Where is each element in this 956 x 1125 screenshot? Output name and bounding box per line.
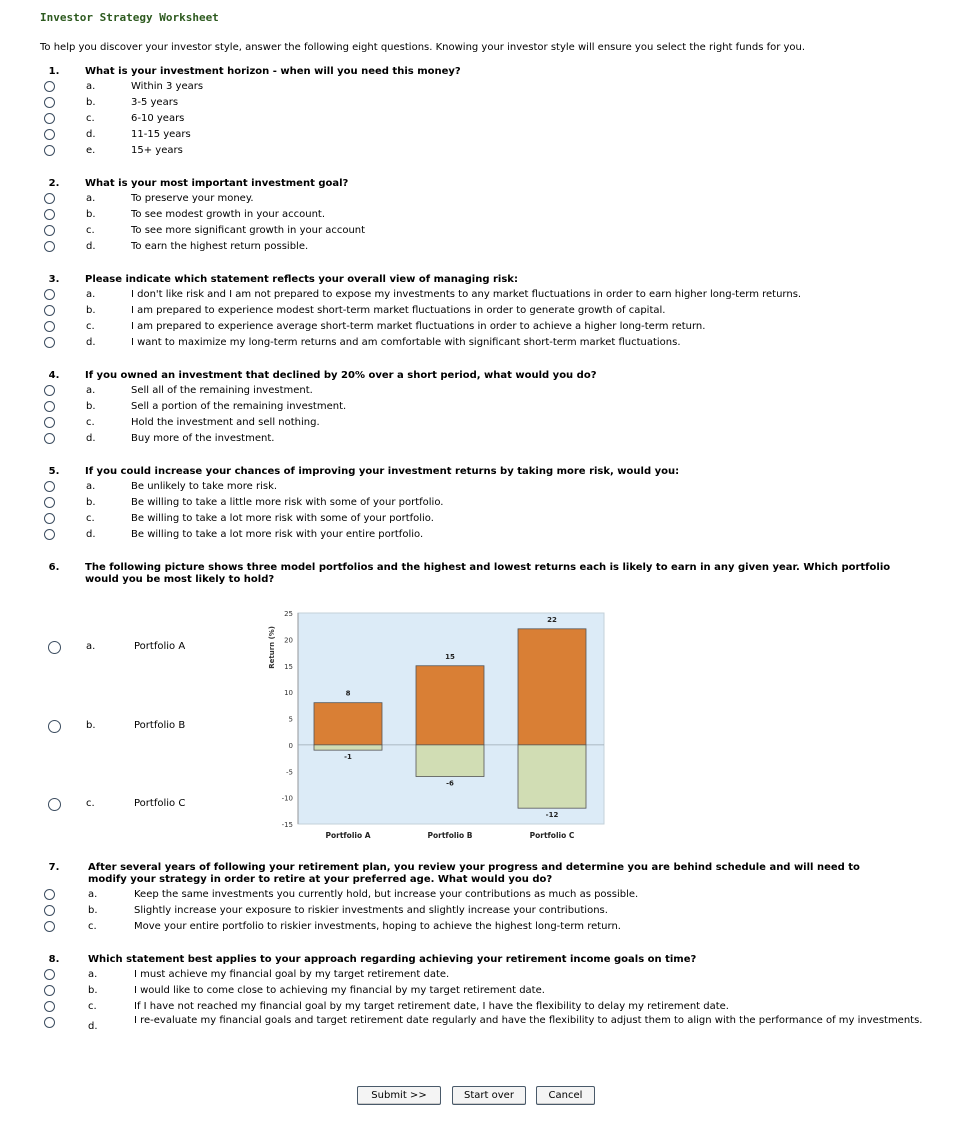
- bar-high-label: 22: [547, 615, 557, 624]
- radio-q2-option-c[interactable]: [44, 225, 55, 236]
- option-letter: b.: [86, 401, 96, 412]
- radio-q2-option-d[interactable]: [44, 241, 55, 252]
- option-text: Sell a portion of the remaining investment.: [131, 401, 347, 412]
- option-letter: d.: [86, 241, 96, 252]
- question-number: 4.: [48, 370, 60, 381]
- option-text: I must achieve my financial goal by my target retirement date.: [134, 969, 450, 980]
- question-text: If you could increase your chances of improving your investment returns by taking more risk, would you:: [85, 466, 680, 477]
- option-letter: b.: [86, 97, 96, 108]
- radio-q6-option-a[interactable]: [48, 641, 61, 654]
- radio-q5-option-d[interactable]: [44, 529, 55, 540]
- option-letter: b.: [86, 497, 96, 508]
- question-number: 3.: [48, 274, 60, 285]
- option-letter: b.: [88, 985, 98, 996]
- option-letter: b.: [86, 305, 96, 316]
- option-text: Hold the investment and sell nothing.: [131, 417, 320, 428]
- option-text: Be unlikely to take more risk.: [131, 481, 278, 492]
- question-text: After several years of following your retirement plan, you review your progress and determine you are behind schedule and will need to modify your strategy in order to retire at your preferred age. What would you do?: [88, 862, 860, 885]
- bar-high-3: [518, 629, 586, 745]
- option-letter: a.: [86, 81, 96, 92]
- option-text: Buy more of the investment.: [131, 433, 275, 444]
- option-letter: a.: [88, 969, 98, 980]
- option-text: To see more significant growth in your account: [131, 225, 366, 236]
- question-text: What is your most important investment goal?: [85, 178, 349, 189]
- y-tick-label: 15: [284, 662, 293, 671]
- question-number: 6.: [48, 562, 60, 573]
- radio-q3-option-a[interactable]: [44, 289, 55, 300]
- option-letter: c.: [88, 1001, 97, 1012]
- option-letter: a.: [86, 641, 96, 652]
- bar-low-3: [518, 745, 586, 808]
- radio-q3-option-d[interactable]: [44, 337, 55, 348]
- radio-q1-option-e[interactable]: [44, 145, 55, 156]
- option-letter: d.: [86, 433, 96, 444]
- radio-q1-option-d[interactable]: [44, 129, 55, 140]
- y-tick-label: 10: [284, 689, 293, 698]
- x-tick-label: Portfolio C: [529, 831, 575, 840]
- option-letter: c.: [86, 513, 95, 524]
- y-tick-label: 5: [288, 715, 293, 724]
- bar-high-2: [416, 666, 484, 745]
- question-number: 7.: [48, 862, 60, 873]
- radio-q1-option-a[interactable]: [44, 81, 55, 92]
- option-text: 11-15 years: [131, 129, 191, 140]
- option-letter: b.: [88, 905, 98, 916]
- radio-q3-option-c[interactable]: [44, 321, 55, 332]
- y-tick-label: -5: [286, 768, 293, 777]
- bar-high-1: [314, 703, 382, 745]
- option-text: Portfolio A: [134, 641, 186, 652]
- option-text: 6-10 years: [131, 113, 185, 124]
- radio-q2-option-b[interactable]: [44, 209, 55, 220]
- bar-high-label: 8: [345, 689, 351, 698]
- option-letter: b.: [86, 209, 96, 220]
- option-text: 15+ years: [131, 145, 183, 156]
- option-letter: c.: [86, 225, 95, 236]
- option-letter: d.: [88, 1021, 98, 1032]
- y-tick-label: 25: [284, 610, 293, 618]
- option-letter: d.: [86, 129, 96, 140]
- submit-button[interactable]: Submit >>: [357, 1086, 441, 1105]
- radio-q1-option-b[interactable]: [44, 97, 55, 108]
- option-letter: d.: [86, 337, 96, 348]
- option-text: I am prepared to experience average short-term market fluctuations in order to achieve a higher long-term return.: [131, 321, 706, 332]
- option-text: If I have not reached my financial goal by my target retirement date, I have the flexibility to delay my retirement date.: [134, 1001, 729, 1012]
- option-letter: c.: [86, 321, 95, 332]
- radio-q4-option-c[interactable]: [44, 417, 55, 428]
- radio-q4-option-b[interactable]: [44, 401, 55, 412]
- option-text: Keep the same investments you currently hold, but increase your contributions as much as possible.: [134, 889, 639, 900]
- cancel-button[interactable]: Cancel: [536, 1086, 595, 1105]
- y-axis-label: Return (%): [268, 625, 276, 669]
- option-text: To see modest growth in your account.: [131, 209, 326, 220]
- option-text: Be willing to take a lot more risk with your entire portfolio.: [131, 529, 424, 540]
- radio-q4-option-a[interactable]: [44, 385, 55, 396]
- page-title: Investor Strategy Worksheet: [40, 11, 219, 24]
- start-over-button[interactable]: Start over: [452, 1086, 526, 1105]
- option-letter: c.: [86, 798, 95, 809]
- question-text: What is your investment horizon - when will you need this money?: [85, 66, 461, 77]
- option-letter: e.: [86, 145, 96, 156]
- radio-q5-option-a[interactable]: [44, 481, 55, 492]
- question-number: 8.: [48, 954, 60, 965]
- radio-q8-option-d[interactable]: [44, 1017, 55, 1028]
- option-letter: a.: [86, 385, 96, 396]
- bar-low-label: -12: [545, 811, 559, 820]
- radio-q1-option-c[interactable]: [44, 113, 55, 124]
- option-letter: a.: [88, 889, 98, 900]
- radio-q7-option-b[interactable]: [44, 905, 55, 916]
- radio-q6-option-c[interactable]: [48, 798, 61, 811]
- bar-high-label: 15: [445, 652, 455, 661]
- option-letter: a.: [86, 289, 96, 300]
- option-text: Be willing to take a little more risk with some of your portfolio.: [131, 497, 444, 508]
- option-text: Portfolio B: [134, 720, 186, 731]
- option-letter: d.: [86, 529, 96, 540]
- radio-q2-option-a[interactable]: [44, 193, 55, 204]
- y-tick-label: 20: [284, 636, 293, 645]
- option-text: I am prepared to experience modest short-term market fluctuations in order to generate growth of capital.: [131, 305, 666, 316]
- y-tick-label: 0: [288, 741, 293, 750]
- option-letter: a.: [86, 481, 96, 492]
- option-text: Portfolio C: [134, 798, 186, 809]
- option-text: I don't like risk and I am not prepared to expose my investments to any market fluctuations in order to earn higher long-term returns.: [131, 289, 802, 300]
- option-text: I would like to come close to achieving my financial by my target retirement date.: [134, 985, 545, 996]
- question-text: The following picture shows three model portfolios and the highest and lowest returns each is likely to earn in any given year. Which portfolio would you be most likely to hold?: [85, 562, 891, 585]
- option-text: I want to maximize my long-term returns and am comfortable with significant short-term market fluctuations.: [131, 337, 681, 348]
- option-text: Be willing to take a lot more risk with some of your portfolio.: [131, 513, 434, 524]
- option-text: Move your entire portfolio to riskier investments, hoping to achieve the highest long-term return.: [134, 921, 621, 932]
- question-text: Which statement best applies to your approach regarding achieving your retirement income goals on time?: [88, 954, 697, 965]
- option-text: To preserve your money.: [131, 193, 254, 204]
- bar-low-label: -1: [344, 753, 352, 762]
- radio-q5-option-b[interactable]: [44, 497, 55, 508]
- y-tick-label: -15: [281, 821, 293, 829]
- bar-low-1: [314, 745, 382, 750]
- radio-q4-option-d[interactable]: [44, 433, 55, 444]
- option-text: I re-evaluate my financial goals and target retirement date regularly and have the flexibility to adjust them to align with the performance of my investments.: [134, 1015, 923, 1026]
- option-letter: c.: [86, 113, 95, 124]
- y-tick-label: -10: [281, 794, 293, 803]
- question-number: 2.: [48, 178, 60, 189]
- bar-low-2: [416, 745, 484, 777]
- option-text: Within 3 years: [131, 81, 204, 92]
- question-number: 5.: [48, 466, 60, 477]
- bar-low-label: -6: [446, 779, 454, 788]
- option-text: Slightly increase your exposure to riskier investments and slightly increase your contributions.: [134, 905, 608, 916]
- option-text: To earn the highest return possible.: [131, 241, 309, 252]
- option-letter: c.: [88, 921, 97, 932]
- option-letter: b.: [86, 720, 96, 731]
- option-letter: a.: [86, 193, 96, 204]
- x-tick-label: Portfolio A: [325, 831, 371, 840]
- radio-q6-option-b[interactable]: [48, 720, 61, 733]
- radio-q8-option-a[interactable]: [44, 969, 55, 980]
- option-letter: c.: [86, 417, 95, 428]
- x-tick-label: Portfolio B: [427, 831, 473, 840]
- question-number: 1.: [48, 66, 60, 77]
- intro-text: To help you discover your investor style, answer the following eight questions. Knowing your investor style will ensure you select the right funds for you.: [40, 42, 806, 53]
- option-text: 3-5 years: [131, 97, 179, 108]
- radio-q3-option-b[interactable]: [44, 305, 55, 316]
- radio-q5-option-c[interactable]: [44, 513, 55, 524]
- radio-q7-option-a[interactable]: [44, 889, 55, 900]
- radio-q8-option-b[interactable]: [44, 985, 55, 996]
- radio-q8-option-c[interactable]: [44, 1001, 55, 1012]
- option-text: Sell all of the remaining investment.: [131, 385, 313, 396]
- portfolio-chart: [262, 604, 608, 844]
- radio-q7-option-c[interactable]: [44, 921, 55, 932]
- question-text: Please indicate which statement reflects your overall view of managing risk:: [85, 274, 518, 285]
- question-text: If you owned an investment that declined by 20% over a short period, what would you do?: [85, 370, 597, 381]
